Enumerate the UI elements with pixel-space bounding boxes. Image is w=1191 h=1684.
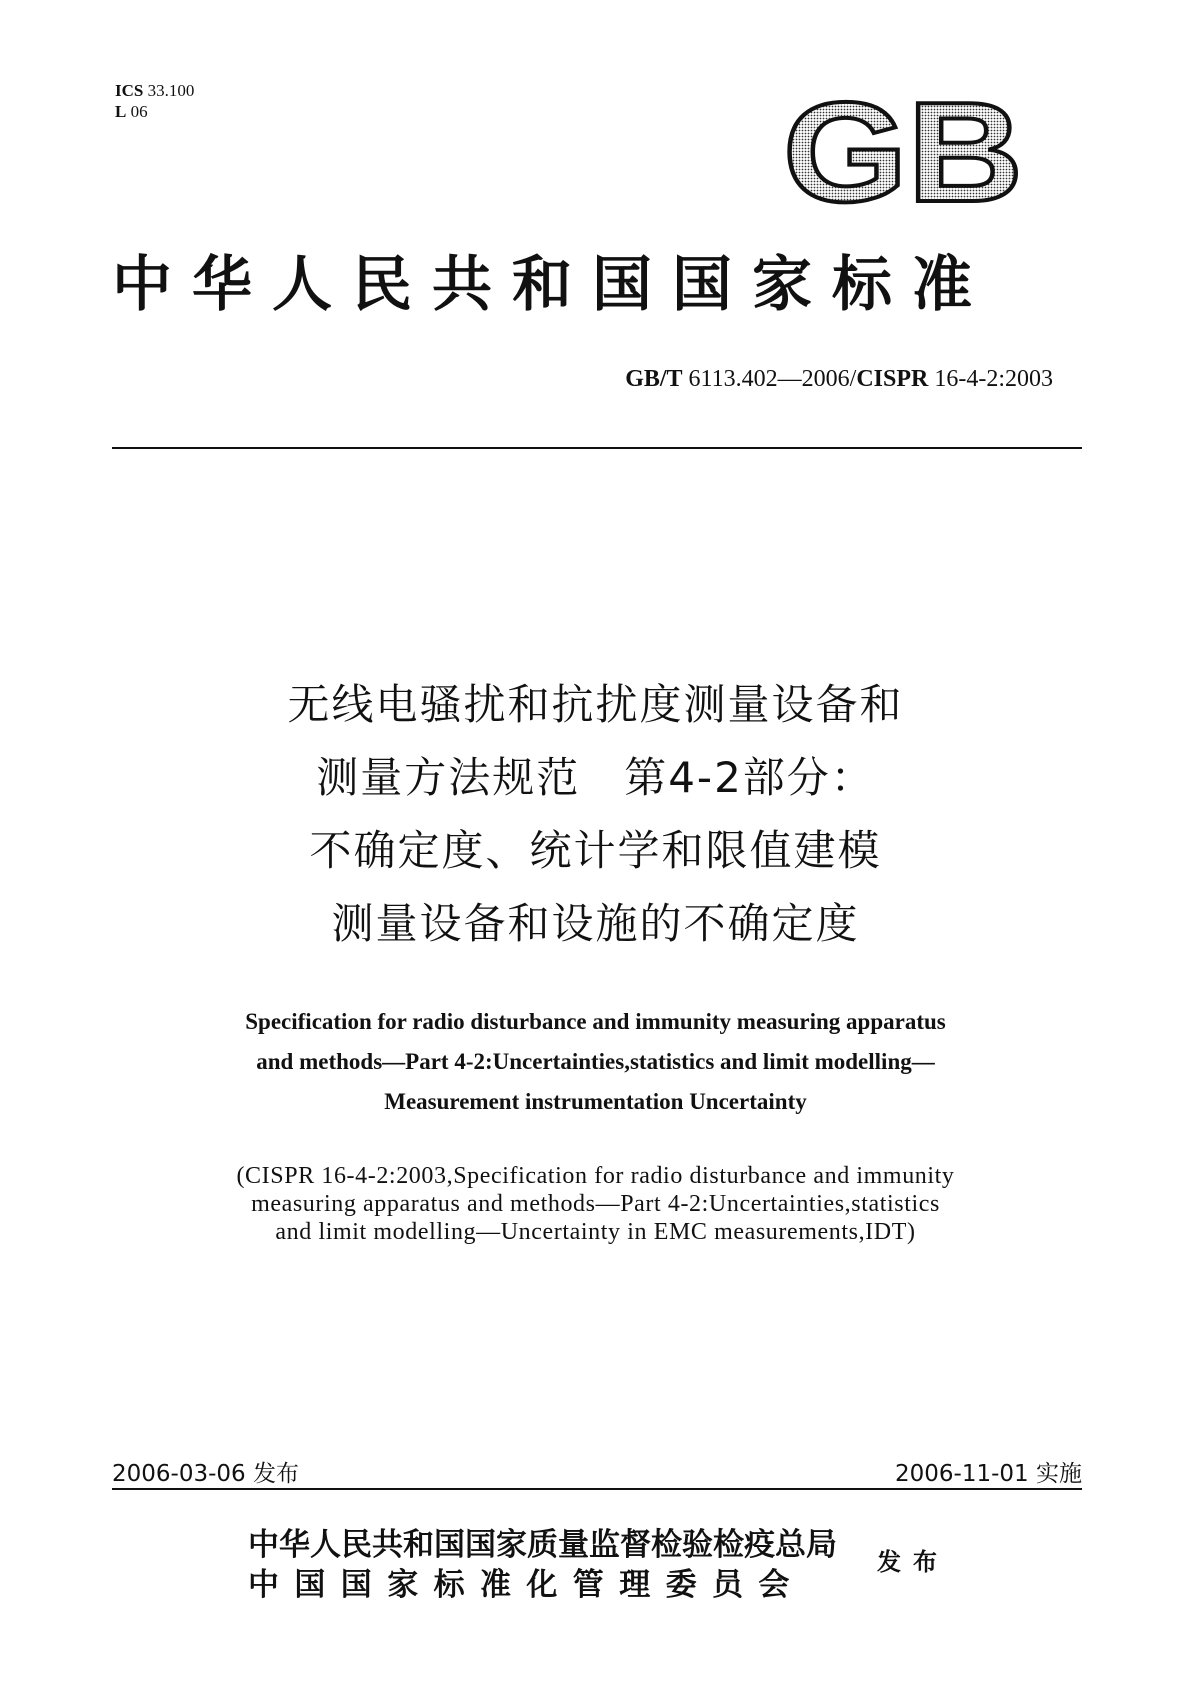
top-divider — [112, 447, 1082, 449]
english-title — [0, 1002, 1191, 1122]
zh-title-line-2: 测量方法规范 第4-2部分： — [316, 753, 875, 802]
zh-title-line-4: 测量设备和设施的不确定度 — [331, 899, 860, 948]
idt-line-1: (CISPR 16-4-2:2003,Specification for radio disturbance and immunity — [236, 1163, 955, 1189]
en-title-line-2: and methods—Part 4-2:Uncertainties,statistics and limit modelling— — [256, 1049, 935, 1074]
en-title-line-3: Measurement instrumentation Uncertainty — [384, 1089, 807, 1114]
standard-number — [625, 366, 1053, 393]
idt-note — [0, 1162, 1191, 1246]
ics-label: ICS — [115, 81, 144, 100]
svg-text:GB: GB — [783, 93, 1023, 213]
std-ref-number: 16-4-2:2003 — [934, 366, 1053, 392]
issue-date: 2006-03-06 发布 — [112, 1461, 299, 1487]
en-title-line-1: Specification for radio disturbance and immunity measuring apparatus — [245, 1009, 946, 1034]
issuer-sac: 中国国家标准化管理委员会 — [248, 1567, 805, 1603]
std-ref-prefix: CISPR — [856, 366, 929, 392]
idt-line-2: measuring apparatus and methods—Part 4-2:Uncertainties,statistics — [251, 1191, 940, 1217]
class-code: 06 — [130, 102, 148, 121]
chinese-title — [0, 668, 1191, 960]
std-prefix: GB/T — [625, 366, 683, 392]
class-line — [115, 101, 194, 122]
gb-logo — [783, 93, 1023, 213]
zh-title-line-1: 无线电骚扰和抗扰度测量设备和 — [287, 680, 904, 729]
national-standard-heading: 中华人民共和国国家标准 — [112, 250, 992, 320]
idt-line-3: and limit modelling—Uncertainty in EMC measurements,IDT) — [275, 1219, 916, 1245]
zh-title-line-3: 不确定度、统计学和限值建模 — [309, 826, 882, 875]
class-label: L — [115, 102, 127, 121]
publish-label: 发布 — [877, 1547, 949, 1576]
bottom-divider — [112, 1488, 1082, 1490]
std-number: 6113.402—2006/ — [688, 366, 857, 392]
classification-codes — [115, 80, 194, 122]
ics-code: 33.100 — [147, 81, 195, 100]
ics-line — [115, 80, 194, 101]
issuer-aqsiq: 中华人民共和国国家质量监督检验检疫总局 — [248, 1527, 837, 1563]
issuing-organizations — [248, 1525, 837, 1605]
implementation-date: 2006-11-01 实施 — [895, 1461, 1082, 1487]
